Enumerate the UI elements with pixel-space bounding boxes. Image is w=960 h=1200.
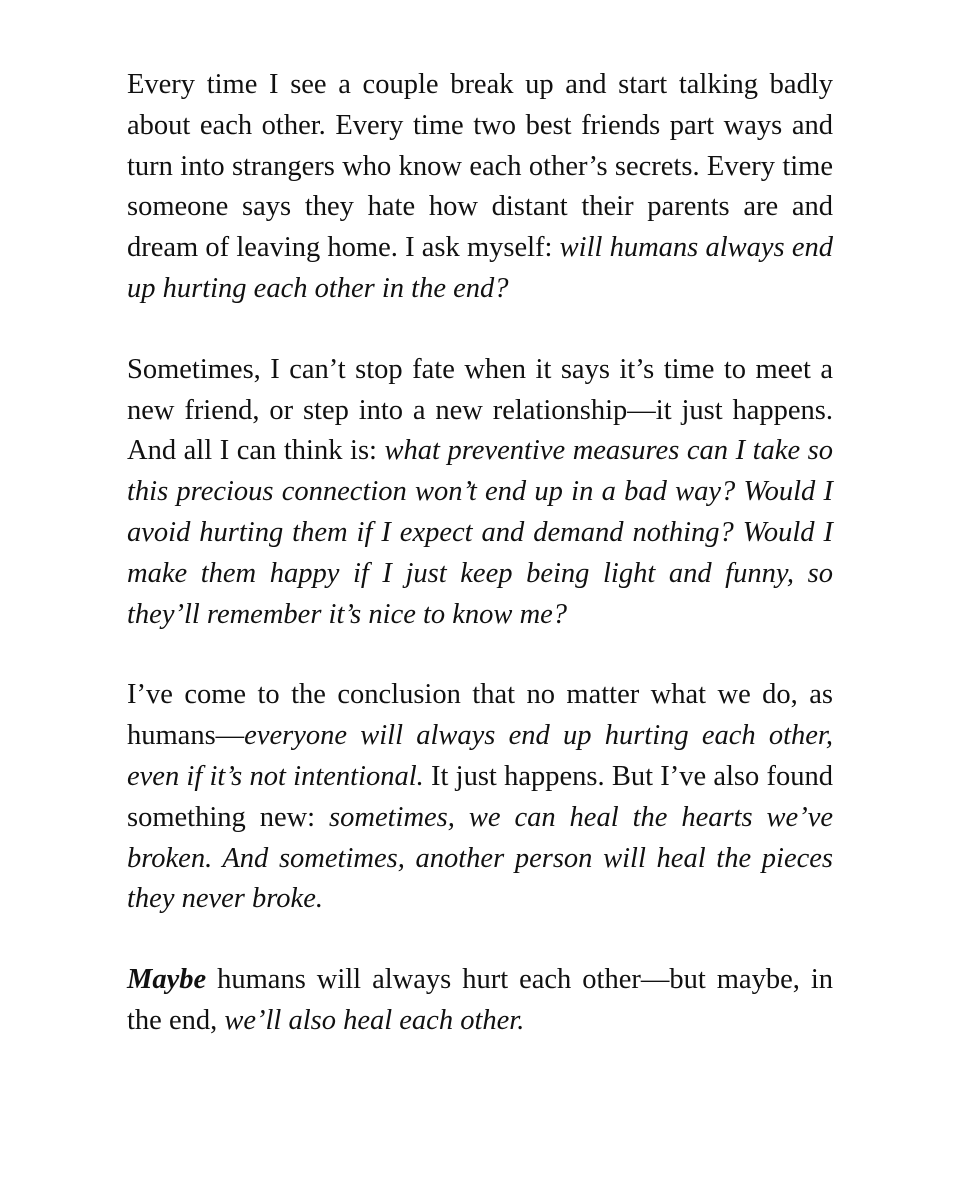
paragraph-2-italic-thoughts: what preventive measures can I take so this precious connection won’t end up in a bad way? Would I avoid hurting them if I expect and demand nothing? Would I make them happy if I just keep being light and funny, so they’ll remember it’s nice to know me? xyxy=(127,435,833,630)
document-page xyxy=(127,65,833,1042)
paragraph-3-text-2: It just happens. But I’ve also found something new: xyxy=(127,760,833,833)
paragraph-3-text-1: I’ve come to the conclusion that no matter what we do, as humans— xyxy=(127,679,833,752)
paragraph-3-italic-healing: sometimes, we can heal the hearts we’ve broken. And sometimes, another person will heal the pieces they never broke. xyxy=(127,801,833,915)
paragraph-4-text-1: humans will always hurt each other—but maybe, in the end, xyxy=(127,964,833,1036)
paragraph-1-text-1: Every time I see a couple break up and start talking badly about each other. Every time two best friends part ways and turn into strangers who know each other’s secrets. Every time someone says they hate how distant their parents are and dream of leaving home. I ask myself: xyxy=(127,69,833,264)
paragraph-2-text-1: Sometimes, I can’t stop fate when it says it’s time to meet a new friend, or step into a new relationship—it just happens. And all I can think is: xyxy=(127,353,833,467)
paragraph-1 xyxy=(127,65,833,310)
paragraph-4-bold-italic-maybe: Maybe xyxy=(127,964,207,996)
paragraph-1-italic-question: will humans always end up hurting each other in the end? xyxy=(127,232,833,304)
paragraph-4-italic-ending: we’ll also heal each other. xyxy=(224,1004,525,1036)
paragraph-2 xyxy=(127,350,833,636)
paragraph-3 xyxy=(127,675,833,920)
paragraph-4 xyxy=(127,960,833,1042)
paragraph-3-italic-conclusion: everyone will always end up hurting each other, even if it’s not intentional. xyxy=(127,720,833,792)
